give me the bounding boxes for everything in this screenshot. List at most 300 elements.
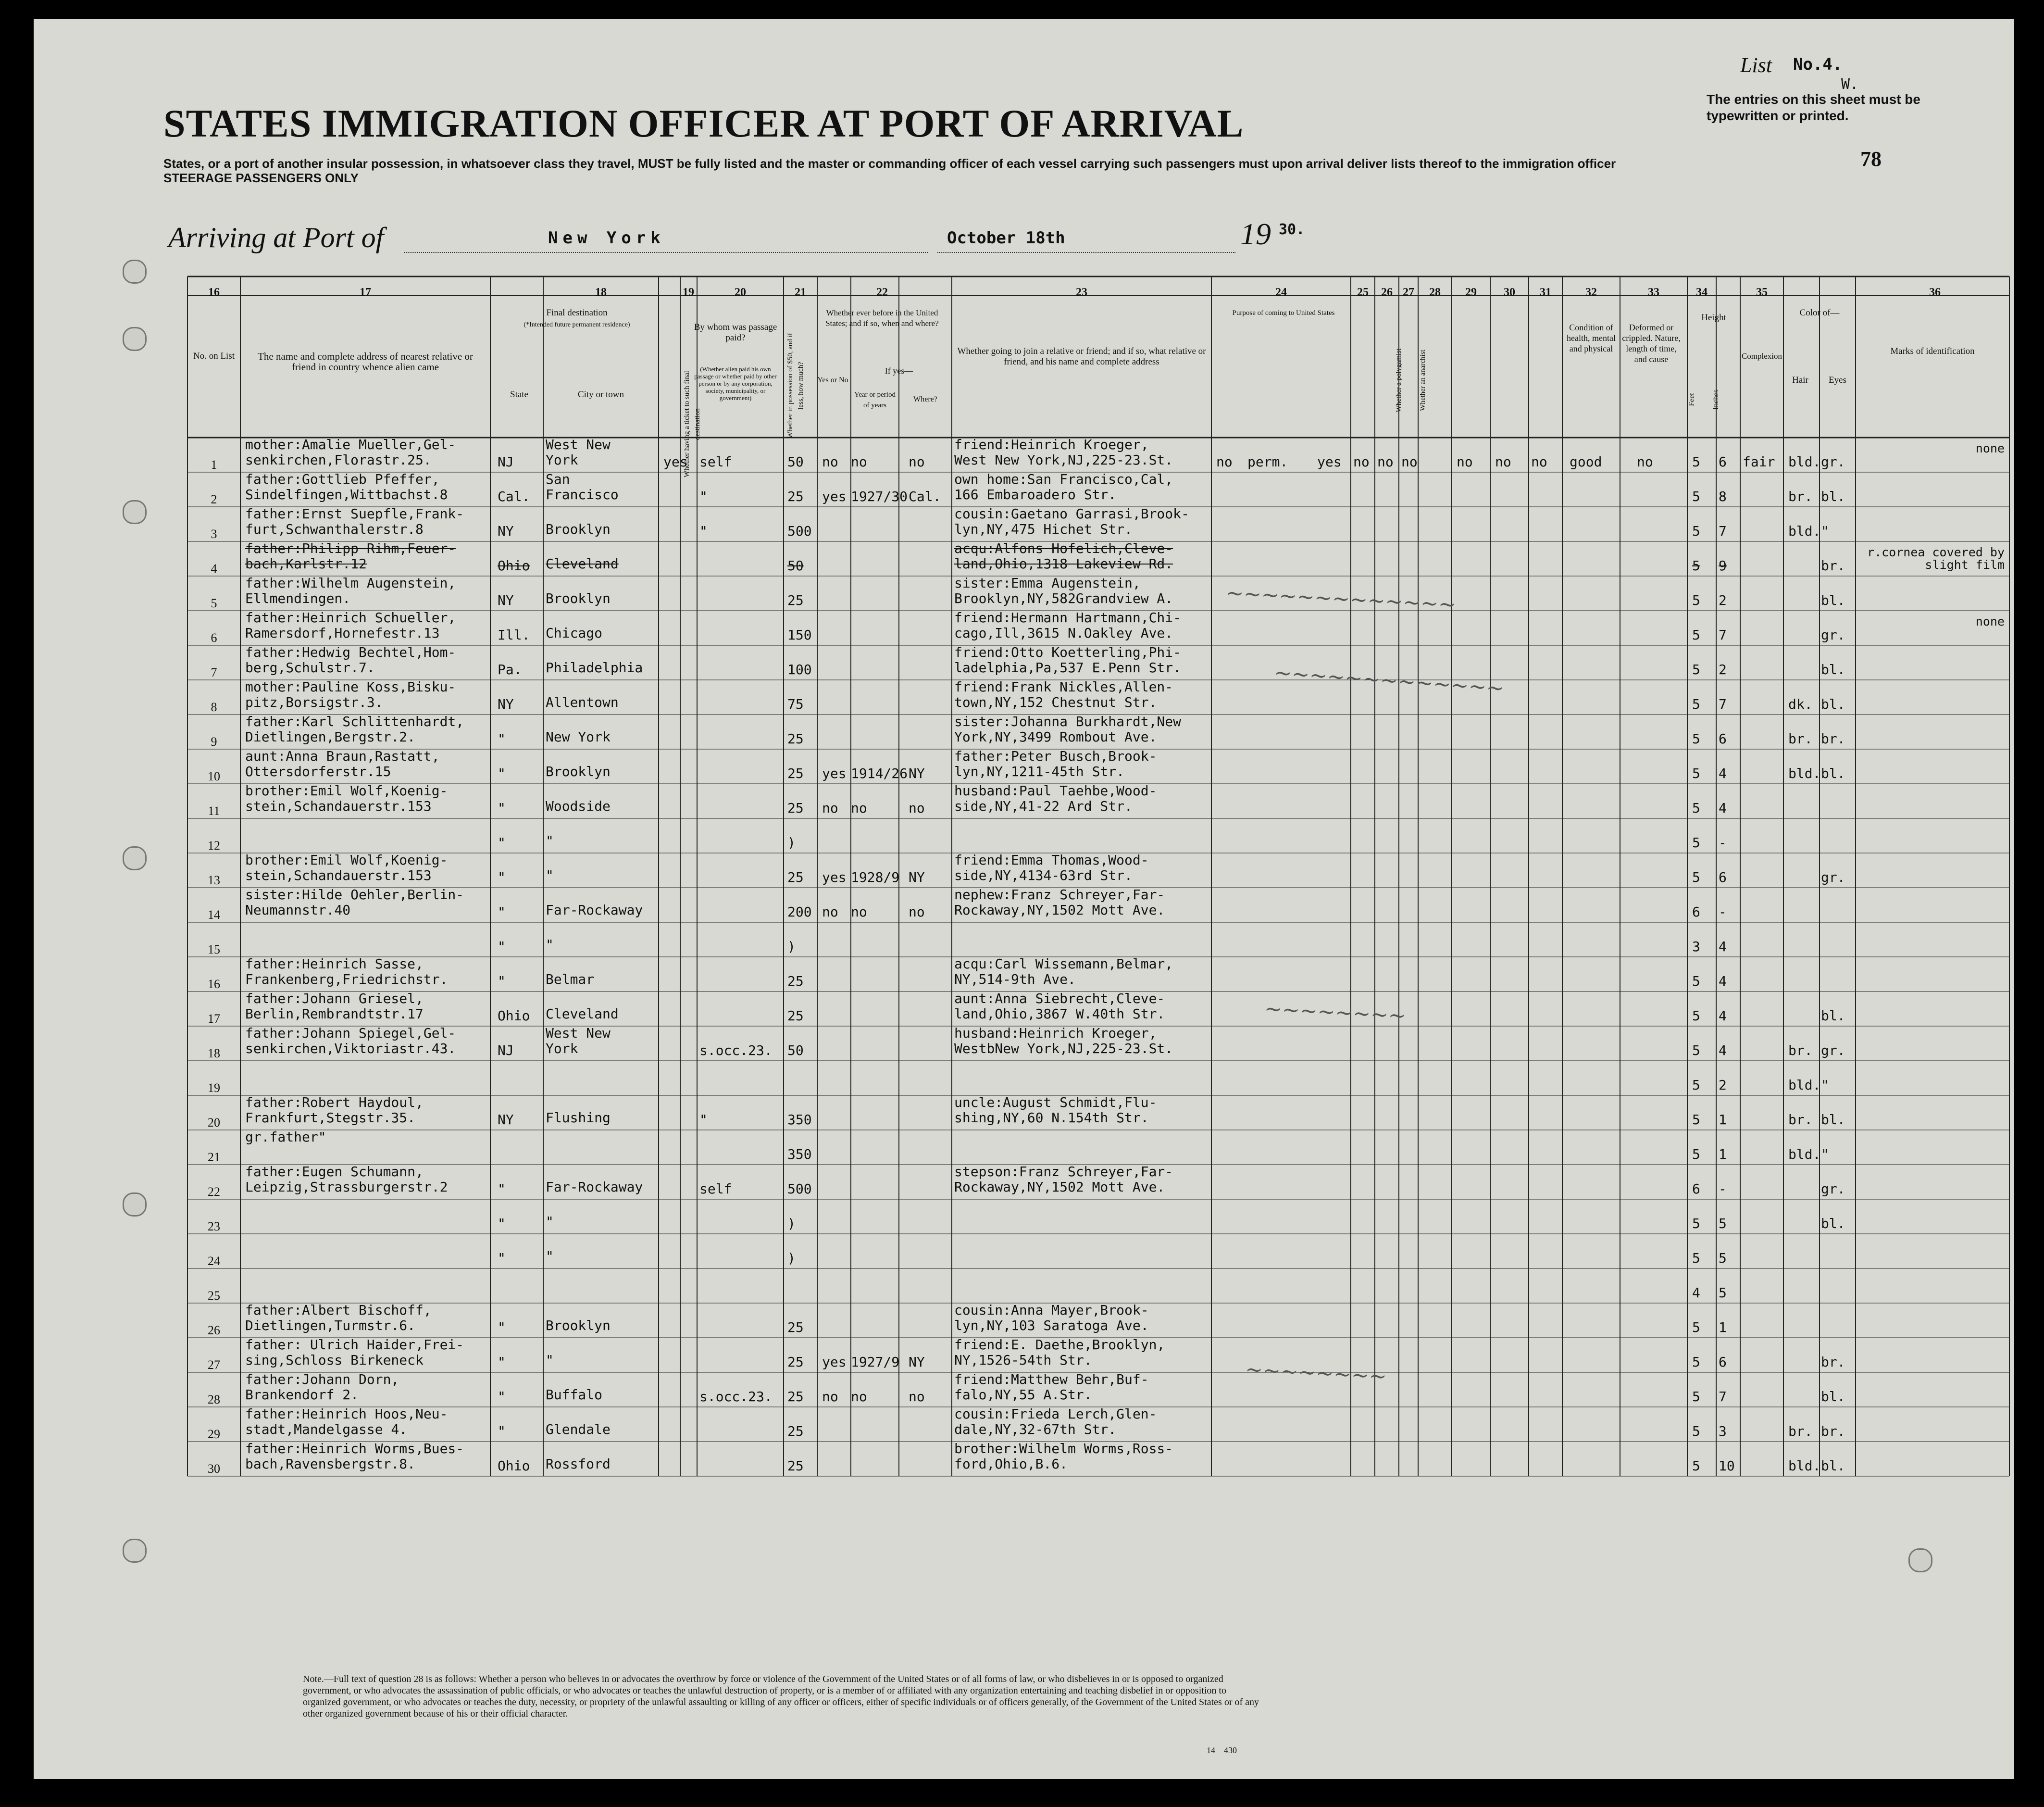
hair-color: bld. — [1788, 1077, 1821, 1093]
height-inches: 2 — [1719, 1077, 1727, 1093]
destination-city-line2: York — [546, 452, 578, 468]
eye-color: gr. — [1821, 1042, 1845, 1058]
column-number: 27 — [1403, 286, 1414, 299]
relative-address: Frankfurt,Stegstr.35. — [245, 1110, 416, 1126]
binder-hole — [123, 1539, 147, 1563]
destination-city: Flushing — [546, 1110, 611, 1126]
eye-color: " — [1821, 1146, 1829, 1162]
destination-city: West New — [546, 437, 611, 452]
height-feet: 5 — [1692, 1042, 1700, 1058]
relative-name: father:Johann Griesel, — [245, 991, 424, 1006]
eye-color: br. — [1821, 1423, 1845, 1439]
joining-address: falo,NY,55 A.Str. — [954, 1387, 1092, 1403]
list-w: W. — [1841, 76, 1859, 93]
height-inches: 9 — [1719, 558, 1727, 574]
joining-address: cago,Ill,3615 N.Oakley Ave. — [954, 625, 1173, 641]
row-number: 12 — [208, 839, 220, 853]
column-number: 21 — [795, 286, 806, 299]
before-in-us: yes — [822, 765, 847, 781]
money-amount: 25 — [787, 1458, 804, 1474]
eye-color: br. — [1821, 1354, 1845, 1370]
height-inches: 5 — [1719, 1250, 1727, 1266]
relative-name: father:Albert Bischoff, — [245, 1302, 432, 1318]
height-inches: 6 — [1719, 454, 1727, 470]
steerage-label: STEERAGE PASSENGERS ONLY — [163, 171, 359, 185]
money-amount: 25 — [787, 592, 804, 608]
hair-color: bld. — [1788, 1458, 1821, 1474]
joining-address: lyn,NY,103 Saratoga Ave. — [954, 1318, 1149, 1333]
money-amount: 200 — [787, 904, 812, 920]
header-no-on-list: No. on List — [193, 351, 235, 361]
joining-address: dale,NY,32-67th Str. — [954, 1421, 1117, 1437]
height-feet: 4 — [1692, 1285, 1700, 1301]
height-inches: 4 — [1719, 1042, 1727, 1058]
destination-city: Far-Rockaway — [546, 1179, 643, 1195]
destination-city: Belmar — [546, 971, 595, 987]
height-inches: 1 — [1719, 1112, 1727, 1128]
eye-color: gr. — [1821, 1181, 1845, 1197]
money-amount: 25 — [787, 765, 804, 781]
destination-state: " — [498, 1181, 506, 1197]
passage-paid-by: s.occ.23. — [699, 1389, 773, 1405]
height-inches: 7 — [1719, 627, 1727, 643]
money-amount: 25 — [787, 489, 804, 504]
column-number: 35 — [1756, 286, 1768, 299]
header-if-yes: If yes— — [885, 366, 913, 376]
arriving-label: Arriving at Port of — [168, 222, 384, 253]
joining-address: lyn,NY,1211-45th Str. — [954, 764, 1125, 779]
relative-address: berg,Schulstr.7. — [245, 660, 375, 676]
header-final-destination: Final destination — [546, 308, 608, 318]
relative-address: sing,Schloss Birkeneck — [245, 1352, 424, 1368]
destination-state: " — [498, 973, 506, 989]
joining-name: friend:Heinrich Kroeger, — [954, 437, 1149, 452]
destination-state: NY — [498, 592, 514, 608]
joining-name: uncle:August Schmidt,Flu- — [954, 1094, 1157, 1110]
row-number: 24 — [208, 1254, 220, 1268]
before-where: Cal. — [909, 489, 941, 504]
destination-city: Glendale — [546, 1421, 611, 1437]
destination-state: NY — [498, 1112, 514, 1128]
height-inches: 5 — [1719, 1285, 1727, 1301]
before-in-us: no — [822, 1389, 838, 1405]
hair-color: br. — [1788, 731, 1813, 747]
money-amount: 75 — [787, 696, 804, 712]
column-number: 30 — [1504, 286, 1515, 299]
money-amount: 500 — [787, 1181, 812, 1197]
relative-address: Brankendorf 2. — [245, 1387, 359, 1403]
row-number: 30 — [208, 1462, 220, 1476]
before-years: no — [851, 800, 867, 816]
relative-address: bach,Karlstr.12 — [245, 556, 367, 572]
handwritten-annotation: ~~~~~~~~~~~~~ — [1273, 660, 1505, 701]
row-number: 17 — [208, 1012, 220, 1026]
before-years: no — [851, 454, 867, 470]
money-amount: 25 — [787, 869, 804, 885]
arrival-port: New York — [548, 228, 665, 248]
column-number: 25 — [1357, 286, 1369, 299]
relative-address: stein,Schandauerstr.153 — [245, 867, 432, 883]
page-title: STATES IMMIGRATION OFFICER AT PORT OF ARRIVAL — [163, 101, 1244, 145]
height-inches: - — [1719, 904, 1727, 920]
hair-color: bld. — [1788, 765, 1821, 781]
height-inches: 1 — [1719, 1319, 1727, 1335]
height-inches: - — [1719, 835, 1727, 851]
relative-name: sister:Hilde Oehler,Berlin- — [245, 887, 464, 903]
joining-name: friend:E. Daethe,Brooklyn, — [954, 1337, 1165, 1353]
binder-hole — [123, 327, 147, 351]
joining-address: West New York,NJ,225-23.St. — [954, 452, 1173, 468]
height-inches: 8 — [1719, 489, 1727, 504]
column-27-answer: no — [1377, 454, 1394, 470]
subtitle-text: States, or a port of another insular possession, in whatsoever class they travel, MUST be fully listed and the master or commanding officer of each vessel carrying such passengers must upon arrival deliver lists thereof to the immigration officer — [163, 156, 1616, 171]
binder-hole — [123, 500, 147, 524]
header-where: Where? — [913, 395, 937, 403]
relative-name: mother:Pauline Koss,Bisku- — [245, 679, 456, 695]
eye-color: bl. — [1821, 489, 1845, 504]
handwritten-annotation: ~~~~~~~~~~~~~ — [1225, 580, 1457, 617]
destination-city: Buffalo — [546, 1387, 603, 1403]
joining-name: aunt:Anna Siebrecht,Cleve- — [954, 991, 1165, 1006]
destination-state: " — [498, 1423, 506, 1439]
height-feet: 5 — [1692, 489, 1700, 504]
purpose-answer-b: perm. — [1247, 454, 1288, 470]
identification-marks: none — [1975, 441, 2005, 455]
header-inches: Inches — [1712, 389, 1720, 410]
column-26-answer: no — [1353, 454, 1370, 470]
destination-city: " — [546, 833, 554, 849]
column-number: 31 — [1540, 286, 1551, 299]
hair-color: bld. — [1788, 454, 1821, 470]
destination-city: Brooklyn — [546, 764, 611, 779]
destination-state: NJ — [498, 1042, 514, 1058]
destination-state: NY — [498, 696, 514, 712]
joining-address: ladelphia,Pa,537 E.Penn Str. — [954, 660, 1182, 676]
destination-city-line2: Francisco — [546, 487, 619, 502]
destination-city: New York — [546, 729, 611, 745]
destination-city: Brooklyn — [546, 590, 611, 606]
manifest-sheet — [34, 19, 2014, 1779]
relative-name: father:Philipp Rihm,Feuer- — [245, 540, 456, 556]
height-feet: 5 — [1692, 523, 1700, 539]
joining-address: town,NY,152 Chestnut Str. — [954, 694, 1157, 710]
header-polygamist: Whether a polygamist — [1395, 348, 1403, 413]
identification-marks: none — [1975, 615, 2005, 628]
relative-name: aunt:Anna Braun,Rastatt, — [245, 748, 440, 764]
header-color-of: Color of— — [1799, 308, 1840, 318]
joining-name: friend:Otto Koetterling,Phi- — [954, 644, 1182, 660]
height-inches: 6 — [1719, 1354, 1727, 1370]
row-number: 23 — [208, 1219, 220, 1233]
list-label: List — [1740, 53, 1772, 77]
destination-city: San — [546, 471, 570, 487]
destination-state: " — [498, 731, 506, 747]
relative-address: Dietlingen,Turmstr.6. — [245, 1318, 416, 1333]
money-amount: 50 — [787, 454, 804, 470]
height-feet: 5 — [1692, 1112, 1700, 1128]
row-number: 19 — [208, 1081, 220, 1095]
row-number: 9 — [211, 735, 217, 749]
header-yes-or-no: Yes or No — [817, 376, 848, 384]
height-feet: 5 — [1692, 592, 1700, 608]
height-inches: - — [1719, 1181, 1727, 1197]
before-years: no — [851, 1389, 867, 1405]
header-height: Height — [1701, 313, 1726, 323]
height-feet: 5 — [1692, 835, 1700, 851]
binder-hole — [123, 846, 147, 870]
money-amount: 50 — [787, 1042, 804, 1058]
relative-address: senkirchen,Viktoriastr.43. — [245, 1041, 456, 1056]
joining-address: WestbNew York,NJ,225-23.St. — [954, 1041, 1173, 1056]
before-where: no — [909, 904, 925, 920]
relative-address: Sindelfingen,Wittbachst.8 — [245, 487, 448, 502]
relative-name: father:Heinrich Hoos,Neu- — [245, 1406, 448, 1422]
destination-city: Brooklyn — [546, 1318, 611, 1333]
row-number: 3 — [211, 527, 217, 541]
header-purpose: Purpose of coming to United States — [1232, 309, 1335, 317]
destination-city: Allentown — [546, 694, 619, 710]
before-where: NY — [909, 869, 925, 885]
height-feet: 5 — [1692, 1146, 1700, 1162]
relative-name: gr.father" — [245, 1129, 326, 1145]
identification-marks: r.cornea covered by slight film — [1867, 545, 2005, 572]
hair-color: br. — [1788, 1042, 1813, 1058]
height-feet: 3 — [1692, 939, 1700, 954]
destination-city: " — [546, 1352, 554, 1368]
before-years: no — [851, 904, 867, 920]
header-eyes: Eyes — [1829, 375, 1846, 385]
row-number: 15 — [208, 942, 220, 956]
before-years: 1928/9 — [851, 869, 900, 885]
relative-name: father:Eugen Schumann, — [245, 1164, 424, 1180]
height-feet: 6 — [1692, 1181, 1700, 1197]
passage-paid-by: " — [699, 1112, 708, 1128]
eye-color: bl. — [1821, 1216, 1845, 1231]
relative-name: brother:Emil Wolf,Koenig- — [245, 783, 448, 799]
row-number: 26 — [208, 1323, 220, 1337]
column-number: 24 — [1275, 286, 1287, 299]
header-relative: The name and complete address of nearest relative or friend in country whence alien came — [258, 351, 473, 373]
destination-state: Ohio — [498, 1458, 530, 1474]
relative-address: stein,Schandauerstr.153 — [245, 798, 432, 814]
height-inches: 6 — [1719, 869, 1727, 885]
hair-color: br. — [1788, 1112, 1813, 1128]
eye-color: bl. — [1821, 1458, 1845, 1474]
column-number: 16 — [208, 286, 220, 299]
destination-state: NJ — [498, 454, 514, 470]
column-number: 26 — [1381, 286, 1393, 299]
joining-name: stepson:Franz Schreyer,Far- — [954, 1164, 1173, 1180]
joining-address: side,NY,4134-63rd Str. — [954, 867, 1133, 883]
money-amount: 350 — [787, 1146, 812, 1162]
relative-address: pitz,Borsigstr.3. — [245, 694, 383, 710]
height-feet: 5 — [1692, 731, 1700, 747]
height-inches: 5 — [1719, 1216, 1727, 1231]
column-number: 36 — [1929, 286, 1941, 299]
height-feet: 5 — [1692, 1008, 1700, 1024]
eye-color: " — [1821, 1077, 1829, 1093]
destination-state: " — [498, 869, 506, 885]
hair-color: br. — [1788, 1423, 1813, 1439]
column-number: 32 — [1585, 286, 1597, 299]
destination-city: Rossford — [546, 1456, 611, 1472]
binder-hole — [123, 260, 147, 284]
height-feet: 5 — [1692, 869, 1700, 885]
before-in-us: yes — [822, 1354, 847, 1370]
height-feet: 5 — [1692, 454, 1700, 470]
header-money: Whether in possession of $50, and if less, how much? — [786, 333, 805, 439]
row-number: 28 — [208, 1393, 220, 1406]
height-inches: 6 — [1719, 731, 1727, 747]
eye-color: bl. — [1821, 696, 1845, 712]
before-years: 1914/26 — [851, 765, 908, 781]
joining-name: acqu:Alfons Hofelich,Cleve- — [954, 540, 1173, 556]
relative-address: Dietlingen,Bergstr.2. — [245, 729, 416, 745]
height-feet: 5 — [1692, 1354, 1700, 1370]
header-state: State — [510, 389, 528, 400]
money-amount: 100 — [787, 662, 812, 678]
hair-color: bld. — [1788, 1146, 1821, 1162]
relative-address: Ottersdorferstr.15 — [245, 764, 391, 779]
eye-color: bl. — [1821, 1112, 1845, 1128]
column-29-answer: no — [1457, 454, 1473, 470]
money-amount: ) — [787, 1250, 796, 1266]
height-inches: 4 — [1719, 765, 1727, 781]
joining-name: friend:Hermann Hartmann,Chi- — [954, 610, 1182, 626]
destination-state: Ohio — [498, 1008, 530, 1024]
typewritten-instruction: The entries on this sheet must be typewritten or printed. — [1707, 92, 1920, 123]
row-number: 25 — [208, 1289, 220, 1303]
row-number: 11 — [208, 804, 220, 818]
before-years: 1927/30 — [851, 489, 908, 504]
arrival-year-suffix: 30. — [1279, 221, 1305, 238]
relative-address: Ramersdorf,Hornefestr.13 — [245, 625, 440, 641]
before-in-us: yes — [822, 869, 847, 885]
page-number: 78 — [1860, 147, 1882, 171]
joining-address: NY,1526-54th Str. — [954, 1352, 1092, 1368]
height-feet: 5 — [1692, 800, 1700, 816]
destination-city: Chicago — [546, 625, 603, 641]
relative-name: father:Hedwig Bechtel,Hom- — [245, 644, 456, 660]
height-feet: 5 — [1692, 1216, 1700, 1231]
row-number: 27 — [208, 1358, 220, 1372]
eye-color: gr. — [1821, 627, 1845, 643]
row-number: 29 — [208, 1427, 220, 1441]
column-number: 23 — [1076, 286, 1087, 299]
row-number: 6 — [211, 631, 217, 645]
relative-name: father:Robert Haydoul, — [245, 1094, 424, 1110]
joining-address: NY,514-9th Ave. — [954, 971, 1076, 987]
relative-address: Leipzig,Strassburgerstr.2 — [245, 1179, 448, 1195]
passage-paid-by: self — [699, 1181, 732, 1197]
height-feet: 5 — [1692, 558, 1700, 574]
before-where: no — [909, 454, 925, 470]
row-number: 14 — [208, 908, 220, 922]
money-amount: ) — [787, 1216, 796, 1231]
height-feet: 5 — [1692, 1319, 1700, 1335]
handwritten-annotation: ~~~~~~~~ — [1263, 996, 1407, 1029]
money-amount: 25 — [787, 800, 804, 816]
before-in-us: no — [822, 800, 838, 816]
complexion: fair — [1743, 454, 1775, 470]
eye-color: bl. — [1821, 592, 1845, 608]
joining-address: land,Ohio,1318 Lakeview Rd. — [954, 556, 1173, 572]
relative-name: father:Karl Schlittenhardt, — [245, 714, 464, 729]
joining-address: Rockaway,NY,1502 Mott Ave. — [954, 902, 1165, 918]
binder-hole — [1908, 1548, 1932, 1572]
relative-address: bach,Ravensbergstr.8. — [245, 1456, 416, 1472]
relative-name: father:Johann Dorn, — [245, 1371, 399, 1387]
joining-name: sister:Johanna Burkhardt,New — [954, 714, 1182, 729]
joining-address: 166 Embaroadero Str. — [954, 487, 1117, 502]
relative-name: father:Heinrich Worms,Bues- — [245, 1441, 464, 1456]
money-amount: 350 — [787, 1112, 812, 1128]
deformed-answer: no — [1637, 454, 1653, 470]
height-feet: 5 — [1692, 1250, 1700, 1266]
joining-name: cousin:Frieda Lerch,Glen- — [954, 1406, 1157, 1422]
header-before: Whether ever before in the United States; and if so, when and where? — [825, 308, 939, 328]
height-inches: 4 — [1719, 800, 1727, 816]
relative-name: father:Wilhelm Augenstein, — [245, 575, 456, 591]
destination-state: " — [498, 800, 506, 816]
joining-address: Brooklyn,NY,582Grandview A. — [954, 590, 1173, 606]
joining-name: friend:Matthew Behr,Buf- — [954, 1371, 1149, 1387]
height-feet: 5 — [1692, 1458, 1700, 1474]
height-inches: 4 — [1719, 1008, 1727, 1024]
joining-name: father:Peter Busch,Brook- — [954, 748, 1157, 764]
joining-name: brother:Wilhelm Worms,Ross- — [954, 1441, 1173, 1456]
destination-city: Woodside — [546, 798, 611, 814]
height-inches: 2 — [1719, 662, 1727, 678]
header-feet: Feet — [1688, 393, 1696, 406]
destination-city: " — [546, 1248, 554, 1264]
arrival-year-prefix: 19 — [1240, 217, 1271, 251]
destination-state: " — [498, 904, 506, 920]
column-number: 22 — [876, 286, 888, 299]
destination-city: " — [546, 937, 554, 953]
joining-name: husband:Paul Taehbe,Wood- — [954, 783, 1157, 799]
height-feet: 6 — [1692, 904, 1700, 920]
header-passage: By whom was passage paid? — [694, 322, 777, 343]
relative-name: father: Ulrich Haider,Frei- — [245, 1337, 464, 1353]
height-inches: 7 — [1719, 523, 1727, 539]
column-number: 33 — [1648, 286, 1659, 299]
eye-color: bl. — [1821, 1008, 1845, 1024]
column-number: 17 — [360, 286, 371, 299]
joining-name: own home:San Francisco,Cal, — [954, 471, 1173, 487]
height-feet: 5 — [1692, 662, 1700, 678]
height-feet: 5 — [1692, 1389, 1700, 1405]
money-amount: 25 — [787, 1319, 804, 1335]
eye-color: bl. — [1821, 662, 1845, 678]
money-amount: 25 — [787, 1354, 804, 1370]
relative-name: father:Gottlieb Pfeffer, — [245, 471, 440, 487]
relative-name: mother:Amalie Mueller,Gel- — [245, 437, 456, 452]
header-hair: Hair — [1792, 375, 1808, 385]
passage-paid-by: s.occ.23. — [699, 1042, 773, 1058]
before-in-us: no — [822, 454, 838, 470]
header-passage-note: (Whether alien paid his own passage or whether paid by other person or by any corporation, society, municipality, or government) — [694, 365, 777, 402]
destination-state: " — [498, 835, 506, 851]
joining-address: Rockaway,NY,1502 Mott Ave. — [954, 1179, 1165, 1195]
passage-paid-by: self — [699, 454, 732, 470]
header-health: Condition of health, mental and physical — [1567, 323, 1616, 353]
joining-address: ford,Ohio,B.6. — [954, 1456, 1068, 1472]
column-number: 18 — [595, 286, 607, 299]
destination-state: " — [498, 1354, 506, 1370]
destination-state: " — [498, 1216, 506, 1231]
purpose-answer-a: no — [1216, 454, 1233, 470]
